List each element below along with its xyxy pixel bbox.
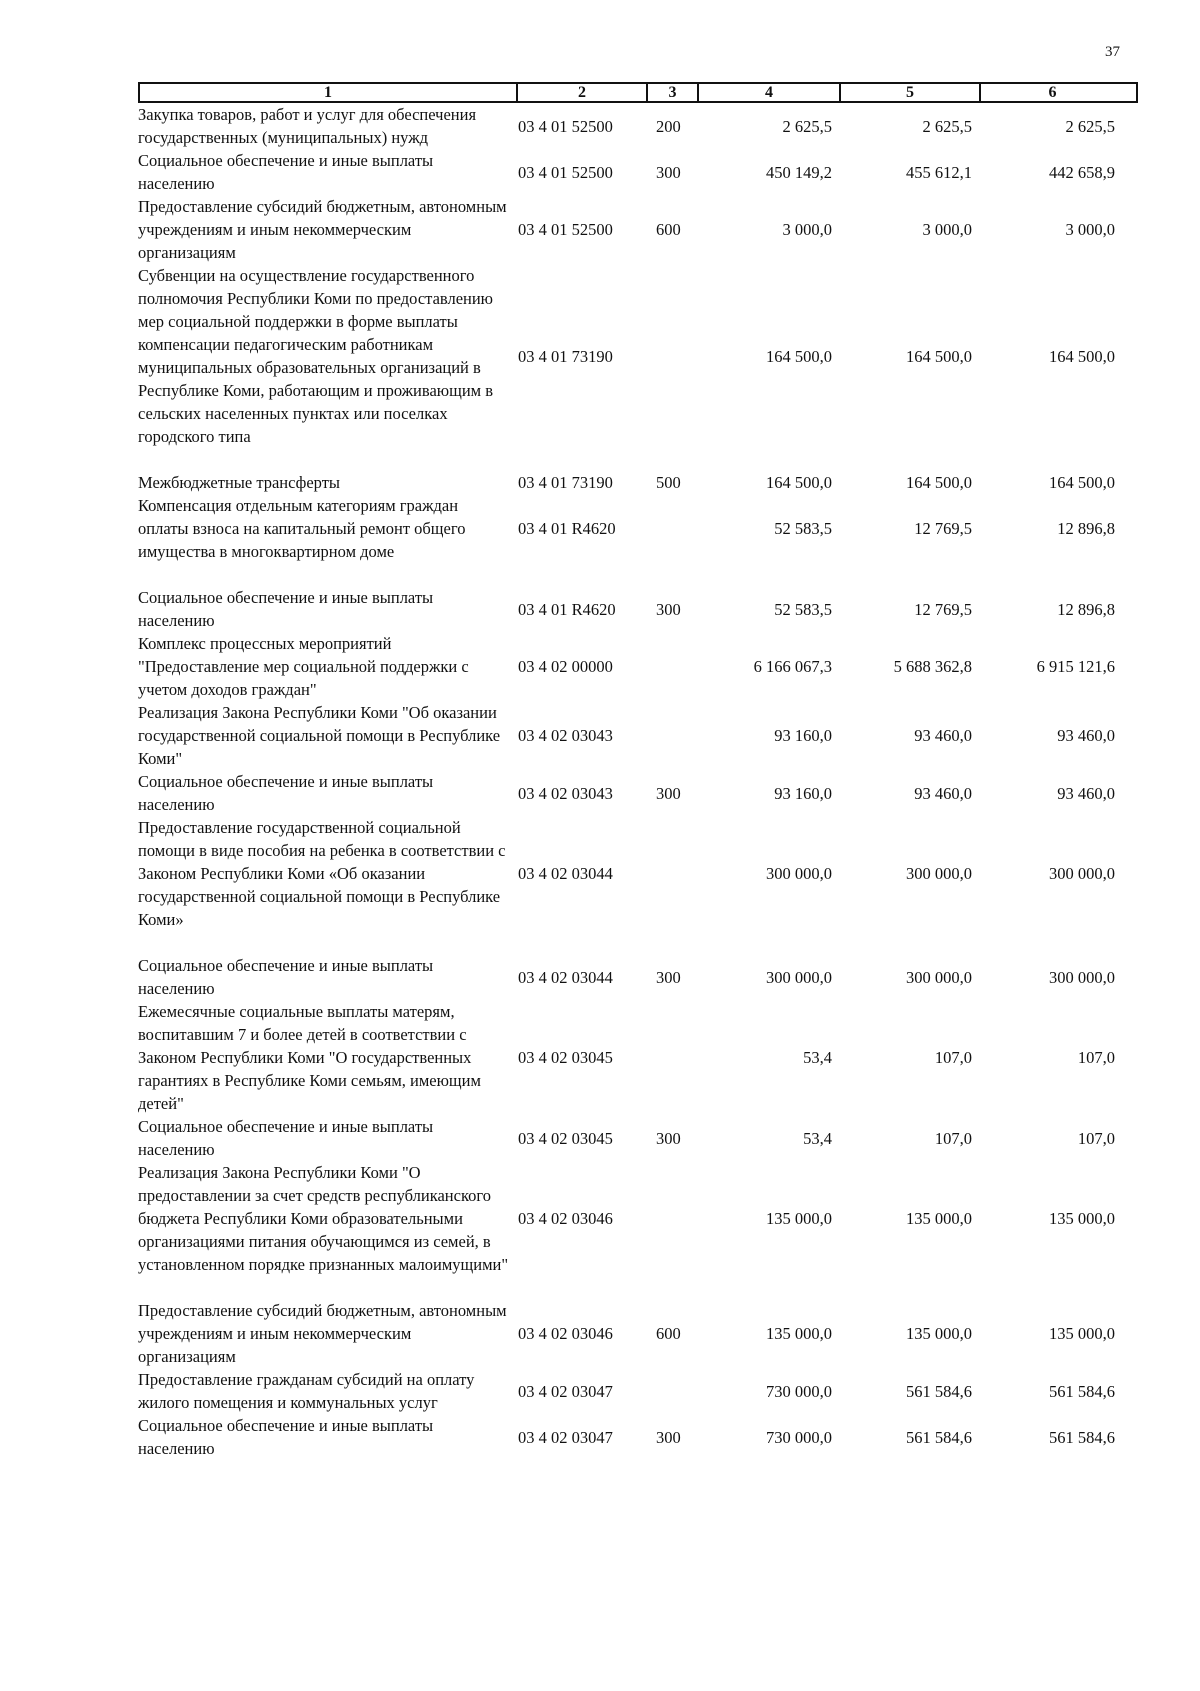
row-value-col6: 561 584,6 (1049, 1381, 1115, 1401)
row-expense-type: 300 (656, 783, 681, 803)
row-value-col6: 12 896,8 (1057, 519, 1115, 538)
table-row (138, 701, 1138, 770)
row-name: Межбюджетные трансферты (138, 473, 341, 492)
row-value-col6: 300 000,0 (1049, 967, 1115, 987)
row-value-col5: 5 688 362,8 (893, 657, 972, 676)
row-value-col4: 135 000,0 (766, 1324, 832, 1343)
row-value-col6: 442 658,9 (1049, 162, 1115, 182)
row-value-col6: 6 915 121,6 (1036, 657, 1115, 676)
row-code: 03 4 01 52500 (518, 116, 613, 136)
budget-table (138, 82, 1138, 1460)
row-value-col5: 107,0 (934, 1128, 972, 1148)
row-value-col4: 93 160,0 (774, 726, 832, 745)
table-row (138, 494, 1138, 563)
table-row (138, 1115, 1138, 1161)
row-value-col5: 93 460,0 (914, 783, 972, 803)
row-value-col5: 164 500,0 (906, 346, 972, 366)
row-code: 03 4 01 73190 (518, 346, 613, 366)
row-name: Социальное обеспечение и иные выплаты населению (138, 151, 434, 193)
row-code: 03 4 02 03046 (518, 1324, 613, 1343)
row-value-col4: 52 583,5 (774, 599, 832, 619)
header-col-2: 2 (518, 84, 648, 101)
table-row (138, 1414, 1138, 1460)
row-name: Социальное обеспечение и иные выплаты населению (138, 956, 434, 998)
row-value-col6: 93 460,0 (1057, 783, 1115, 803)
row-value-col5: 107,0 (934, 1048, 972, 1067)
row-expense-type: 300 (656, 1128, 681, 1148)
row-value-col4: 300 000,0 (766, 967, 832, 987)
row-code: 03 4 01 R4620 (518, 599, 616, 619)
row-value-col5: 164 500,0 (906, 473, 972, 492)
row-expense-type: 300 (656, 599, 681, 619)
table-row (138, 149, 1138, 195)
row-value-col4: 53,4 (803, 1048, 832, 1067)
row-expense-type: 500 (656, 473, 681, 492)
row-value-col6: 135 000,0 (1049, 1209, 1115, 1228)
row-name: Закупка товаров, работ и услуг для обеспечения государственных (муниципальных) нужд (138, 105, 477, 147)
row-value-col6: 107,0 (1077, 1048, 1115, 1067)
row-value-col4: 2 625,5 (782, 116, 832, 136)
table-row (138, 1161, 1138, 1276)
row-value-col6: 300 000,0 (1049, 864, 1115, 883)
table-row (138, 264, 1138, 448)
row-code: 03 4 02 03047 (518, 1427, 613, 1447)
row-value-col5: 12 769,5 (914, 599, 972, 619)
row-code: 03 4 02 03044 (518, 864, 613, 883)
row-value-col4: 730 000,0 (766, 1427, 832, 1447)
table-row (138, 632, 1138, 701)
row-value-col5: 12 769,5 (914, 519, 972, 538)
table-row (138, 1000, 1138, 1115)
row-value-col4: 135 000,0 (766, 1209, 832, 1228)
row-value-col4: 6 166 067,3 (753, 657, 832, 676)
row-value-col4: 164 500,0 (766, 346, 832, 366)
row-code: 03 4 01 52500 (518, 220, 613, 239)
row-value-col4: 300 000,0 (766, 864, 832, 883)
row-value-col5: 2 625,5 (922, 116, 972, 136)
row-name: Предоставление субсидий бюджетным, автономным учреждениям и иным некоммерческим организациям (138, 197, 507, 262)
row-value-col5: 561 584,6 (906, 1381, 972, 1401)
row-value-col6: 135 000,0 (1049, 1324, 1115, 1343)
row-value-col6: 2 625,5 (1065, 116, 1115, 136)
table-row (138, 195, 1138, 264)
row-code: 03 4 01 52500 (518, 162, 613, 182)
row-value-col4: 164 500,0 (766, 473, 832, 492)
row-name: Реализация Закона Республики Коми "Об оказании государственной социальной помощи в Республике Коми" (138, 703, 501, 768)
row-code: 03 4 02 03043 (518, 783, 613, 803)
row-expense-type: 600 (656, 220, 681, 239)
row-value-col4: 93 160,0 (774, 783, 832, 803)
row-code: 03 4 02 03043 (518, 726, 613, 745)
row-value-col5: 135 000,0 (906, 1209, 972, 1228)
table-row (138, 103, 1138, 149)
header-col-6: 6 (1048, 84, 1057, 101)
row-code: 03 4 02 03044 (518, 967, 613, 987)
row-name: Социальное обеспечение и иные выплаты населению (138, 588, 434, 630)
row-value-col6: 164 500,0 (1049, 346, 1115, 366)
row-name: Реализация Закона Республики Коми "О предоставлении за счет средств республиканского бюджета Республики Коми образовательными организациями питания обучающимся из семей, в установленном порядке признанных малоимущими" (138, 1163, 509, 1274)
row-name: Предоставление гражданам субсидий на оплату жилого помещения и коммунальных услуг (138, 1370, 475, 1412)
table-row (138, 770, 1138, 816)
table-row (138, 1368, 1138, 1414)
row-expense-type: 300 (656, 162, 681, 182)
row-name: Компенсация отдельным категориям граждан оплаты взноса на капитальный ремонт общего имущества в многоквартирном доме (138, 496, 466, 561)
table-row (138, 1299, 1138, 1368)
row-code: 03 4 01 73190 (518, 473, 613, 492)
row-value-col6: 107,0 (1077, 1128, 1115, 1148)
row-value-col5: 300 000,0 (906, 864, 972, 883)
row-value-col5: 3 000,0 (922, 220, 972, 239)
row-name: Социальное обеспечение и иные выплаты населению (138, 1416, 434, 1458)
row-value-col4: 52 583,5 (774, 519, 832, 538)
row-name: Социальное обеспечение и иные выплаты населению (138, 1117, 434, 1159)
page-number: 37 (1105, 44, 1120, 60)
row-expense-type: 300 (656, 967, 681, 987)
row-name: Предоставление субсидий бюджетным, автономным учреждениям и иным некоммерческим организациям (138, 1301, 507, 1366)
row-code: 03 4 02 03045 (518, 1128, 613, 1148)
row-value-col5: 135 000,0 (906, 1324, 972, 1343)
row-name: Ежемесячные социальные выплаты матерям, воспитавшим 7 и более детей в соответствии с Законом Республики Коми "О государственных гарантиях в Республике Коми семьям, имеющим детей" (138, 1002, 481, 1113)
row-code: 03 4 02 00000 (518, 657, 613, 676)
header-col-4: 4 (699, 84, 841, 101)
table-row (138, 586, 1138, 632)
row-value-col6: 12 896,8 (1057, 599, 1115, 619)
table-body (138, 103, 1138, 1460)
table-row (138, 816, 1138, 931)
header-col-3: 3 (648, 84, 699, 101)
row-value-col4: 730 000,0 (766, 1381, 832, 1401)
table-row (138, 471, 1138, 494)
row-value-col5: 455 612,1 (906, 162, 972, 182)
row-expense-type: 200 (656, 116, 681, 136)
row-value-col6: 561 584,6 (1049, 1427, 1115, 1447)
row-value-col4: 3 000,0 (782, 220, 832, 239)
row-value-col4: 53,4 (803, 1128, 832, 1148)
row-code: 03 4 01 R4620 (518, 519, 616, 538)
row-value-col6: 164 500,0 (1049, 473, 1115, 492)
row-expense-type: 300 (656, 1427, 681, 1447)
table-header (138, 82, 1138, 103)
row-code: 03 4 02 03045 (518, 1048, 613, 1067)
row-name: Социальное обеспечение и иные выплаты населению (138, 772, 434, 814)
row-name: Комплекс процессных мероприятий "Предоставление мер социальной поддержки с учетом доходов граждан" (138, 634, 469, 699)
row-code: 03 4 02 03047 (518, 1381, 613, 1401)
row-value-col5: 300 000,0 (906, 967, 972, 987)
row-value-col4: 450 149,2 (766, 162, 832, 182)
row-value-col5: 561 584,6 (906, 1427, 972, 1447)
header-col-1: 1 (140, 84, 518, 101)
row-code: 03 4 02 03046 (518, 1209, 613, 1228)
row-name: Предоставление государственной социальной помощи в виде пособия на ребенка в соответствии с Законом Республики Коми «Об оказании государственной социальной помощи в Республике Коми» (138, 818, 506, 929)
header-col-5: 5 (841, 84, 981, 101)
row-value-col6: 3 000,0 (1065, 220, 1115, 239)
row-value-col5: 93 460,0 (914, 726, 972, 745)
table-row (138, 954, 1138, 1000)
row-expense-type: 600 (656, 1324, 681, 1343)
row-name: Субвенции на осуществление государственного полномочия Республики Коми по предоставлению мер социальной поддержки в форме выплаты компенсации педагогическим работникам муниципальных образовательных организаций в Республике Коми, работающим и проживающим в сельских населенных пунктах или поселках городского типа (138, 266, 494, 446)
row-value-col6: 93 460,0 (1057, 726, 1115, 745)
